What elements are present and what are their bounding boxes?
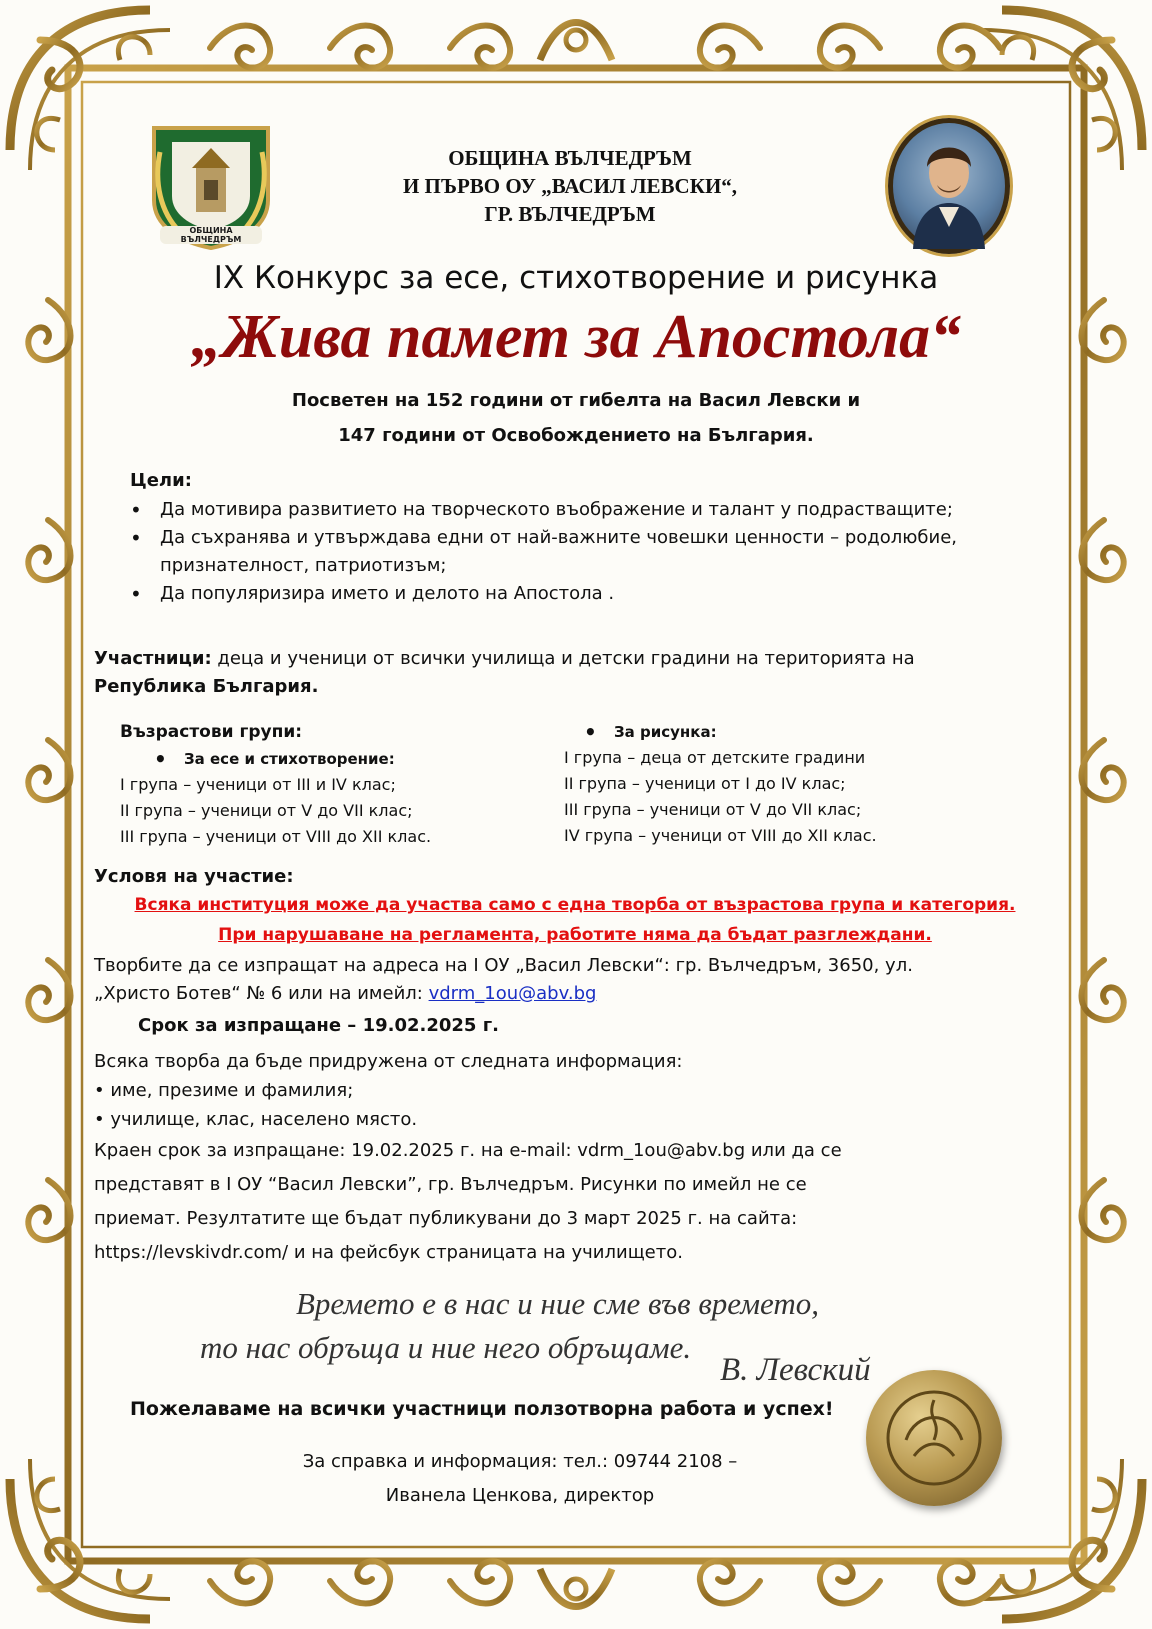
crest-banner: ОБЩИНА ВЪЛЧЕДРЪМ — [160, 226, 262, 244]
quote-line-2: то нас обръща и ние него обръщаме. — [200, 1330, 692, 1365]
levski-signature: В. Левский — [720, 1352, 871, 1388]
header-line-3: ГР. ВЪЛЧЕДРЪМ — [484, 202, 656, 226]
drawing-group-item: I група – деца от детските градини — [564, 748, 866, 767]
info-item: • име, презиме и фамилия; — [94, 1080, 354, 1101]
final-line: https://levskivdr.com/ и на фейсбук страницата на училището. — [94, 1242, 683, 1263]
conditions-heading: Условя на участие: — [94, 866, 294, 887]
organizer-header — [300, 144, 840, 228]
conditions-warning-2: При нарушаване на регламента, работите няма да бъдат разглеждани. — [218, 925, 932, 945]
participants-country: Република България. — [94, 676, 319, 697]
age-groups-heading: Възрастови групи: — [120, 722, 303, 742]
goal-item: • Да мотивира развитието на творческото въображение и талант у подрастващите; — [126, 496, 1026, 524]
municipality-crest — [146, 122, 276, 252]
goals-list — [126, 496, 1026, 608]
drawing-groups-heading: • За рисунка: — [580, 719, 717, 745]
submission-deadline: Срок за изпращане – 19.02.2025 г. — [138, 1015, 499, 1036]
drawing-group-item: II група – ученици от I до IV клас; — [564, 774, 846, 793]
contest-subtitle: IX Конкурс за есе, стихотворение и рисунка — [213, 260, 939, 296]
dedication-line-2: 147 години от Освобождението на България. — [338, 425, 814, 446]
address-line-2: „Христо Ботев“ № 6 или на имейл: — [94, 983, 429, 1004]
wax-seal — [866, 1370, 1002, 1506]
conditions-address — [94, 952, 1054, 1008]
header-line-1: ОБЩИНА ВЪЛЧЕДРЪМ — [448, 146, 692, 170]
goal-item: • Да съхранява и утвърждава едни от най-важните човешки ценности – родолюбие, признателност, патриотизъм; — [126, 524, 1026, 580]
goal-item: • Да популяризира името и делото на Апостола . — [126, 580, 1026, 608]
final-line: приемат. Резултатите ще бъдат публикувани до 3 март 2025 г. на сайта: — [94, 1208, 798, 1229]
required-info — [94, 1047, 1054, 1134]
info-intro: Всяка творба да бъде придружена от следната информация: — [94, 1051, 683, 1072]
goals-heading: Цели: — [130, 470, 192, 491]
closing-wish: Пожелаваме на всички участници ползотворна работа и успех! — [130, 1398, 834, 1420]
participants-block — [94, 645, 1024, 701]
drawing-group-item: III група – ученици от V до VII клас; — [564, 800, 862, 819]
levski-portrait — [888, 118, 1010, 254]
drawing-group-list — [564, 745, 877, 849]
final-conditions — [94, 1134, 1054, 1270]
essay-group-item: II група – ученици от V до VII клас; — [120, 801, 413, 820]
address-line-1: Творбите да се изпращат на адреса на I ОУ „Васил Левски“: гр. Вълчедръм, 3650, ул. — [94, 955, 913, 976]
essay-groups-heading: • За есе и стихотворение: — [150, 746, 395, 772]
final-line: представят в I ОУ “Васил Левски”, гр. Вълчедръм. Рисунки по имейл не се — [94, 1174, 807, 1195]
drawing-groups — [580, 719, 717, 745]
header-line-2: И ПЪРВО ОУ „ВАСИЛ ЛЕВСКИ“, — [402, 174, 738, 198]
essay-groups — [150, 746, 395, 772]
drawing-group-item: IV група – ученици от VIII до XII клас. — [564, 826, 877, 845]
contest-title: „Жива памет за Апостола“ — [190, 303, 962, 371]
final-line: Краен срок за изпращане: 19.02.2025 г. на e-mail: vdrm_1ou@abv.bg или да се — [94, 1140, 842, 1161]
email-link[interactable]: vdrm_1ou@abv.bg — [428, 983, 597, 1004]
essay-group-list — [120, 772, 431, 850]
conditions-warning-1: Всяка институция може да участва само с една творба от възрастова група и категория. — [134, 895, 1016, 915]
contact-director: Иванела Ценкова, директор — [385, 1485, 655, 1506]
contact-phone: За справка и информация: тел.: 09744 2108 – — [302, 1451, 738, 1472]
participants-text: деца и ученици от всички училища и детски градини на територията на — [211, 648, 915, 669]
participants-label: Участници: — [94, 648, 212, 669]
quote-line-1: Времето е в нас и ние сме във времето, — [296, 1286, 820, 1321]
dedication-line-1: Посветен на 152 години от гибелта на Васил Левски и — [291, 390, 861, 411]
info-item: • училище, клас, населено място. — [94, 1109, 418, 1130]
essay-group-item: I група – ученици от III и IV клас; — [120, 775, 396, 794]
contact-info — [180, 1445, 860, 1513]
essay-group-item: III група – ученици от VIII до XII клас. — [120, 827, 432, 846]
